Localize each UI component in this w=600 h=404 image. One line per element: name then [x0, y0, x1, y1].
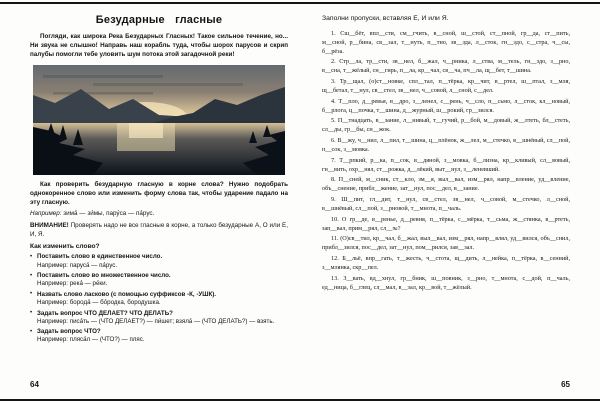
intro-paragraph: Погляди, как широка Река Безударных Гласных! Такое сильное течение, но... Ни звука не слышно! Направь наш корабль туда, чтобы шорох парусов и скрип палубы помогли тебе уловить шум потока этой загадочной реки!: [30, 33, 288, 58]
exercise-item: 12. Б__льё, впр__гать, т__жесть, ч__стота, щ__дить, л__нейка, п__тёрка, в__сенний, з__млянка, скр__пел.: [322, 255, 570, 272]
bullet-item: [30, 253, 288, 269]
bullet-item: [30, 272, 288, 288]
book-bottom-edge: [0, 399, 600, 401]
exercise-item: 9. Ш__пит, гл__дит, т__нул, св__стел, зв__нел, ч__совой, м__стечко, л__сной, в__шнёвый, сл__пой, з__рновой, т__мнота, п__чаль.: [322, 196, 570, 213]
change-word-list: [30, 253, 288, 344]
bullet-text: Поставить слово во множественное число.: [37, 272, 171, 280]
exercise-item: 11. (О)св__тил, кр__чал, б__жал, выл__вал, изм__рял, напр__влял, уд__вился, объ__снил, прибл__зился, пос__дел, зат__нул, пом__рился, зав__зал.: [322, 235, 570, 252]
bullet-example: Например: писа́ть — (ЧТО ДЕЛАЕТ?) — пи́шет; взяла́ — (ЧТО ДЕЛАТЬ?) — взять.: [37, 317, 275, 325]
bullet-text: Задать вопрос ЧТО ДЕЛАЕТ? ЧТО ДЕЛАТЬ?: [37, 309, 173, 317]
bullet-item: [30, 310, 288, 326]
left-page: [0, 4, 300, 398]
bullet-example: Например: борода́ — бо́родка, бородушка.: [37, 298, 161, 306]
bullet-text: Поставить слово в единственное число.: [37, 253, 163, 261]
book-spread: [0, 4, 600, 398]
bullet-item: [30, 291, 288, 307]
attention-label: ВНИМАНИЕ!: [30, 221, 69, 229]
bullet-item: [30, 328, 288, 344]
example-text: зима́ — зи́мы, пару́са — па́рус.: [63, 209, 155, 217]
bullet-example: Например: пляса́л — (ЧТО?) — пляс.: [37, 336, 145, 344]
page-number-right: 65: [561, 380, 570, 389]
check-rule-paragraph: Как проверить безударную гласную в корне слова? Нужно подобрать однокоренное слово или изменить форму слова так, чтобы ударение падало на эту гласную.: [30, 180, 288, 206]
attention-text: Проверять надо не все гласные в корне, а только безударные А, О или Е, И, Я.: [30, 221, 288, 238]
attention-note: [30, 222, 288, 240]
exercises-heading: Заполни пропуски, вставляя Е, И или Я.: [322, 15, 449, 22]
river-photo: [33, 65, 285, 175]
change-word-heading: Как изменить слово?: [30, 243, 100, 251]
exercise-item: 5. П__тнадцать, в__зание, л__нивый, т__гучий, р__бой, м__довый, ж__лтеть, бл__стеть, сл__ды, гр__бы, сн__жок.: [322, 117, 570, 134]
bullet-example: Например: река́ — ре́ки.: [37, 280, 108, 288]
exercise-item: 6. В__жу, ч__нил, л__пил, т__шина, ц__плёнок, ж__лел, м__стечко, в__шнёвый, сл__пой, п__сок, з__мовка.: [322, 137, 570, 154]
exercise-item: 4. Т__пло, д__ревья, в__дро, з__ленел, с__рень, ч__сло, п__сьмо, л__сток, кл__новый, б__рлога, ц__почка, т__шина, д__журный, ш__рокий, гр__зился.: [322, 97, 570, 114]
exercise-item: 8. П__сней, м__сник, ст__кло, зм__я, выл__вал, изм__рял, напр__вление, уд__вление, объ__снение, прибл__жение, зат__нул, пос__дел, в__зание.: [322, 176, 570, 193]
bullet-text: Назвать слово ласково (с помощью суффиксов -К, -УШК).: [37, 290, 217, 298]
example-line: [30, 210, 288, 219]
exercise-item: 10. О гр__де, в__ренье, д__ревня, п__тёрка, с__мёрка, т__сьма, ж__стянка, в__ртеть, зап__вал, прим__рял, сл__ங?: [322, 215, 570, 232]
right-page: [300, 4, 600, 398]
exercise-item: 13. З__вать, вд__хнул, гр__бник, ш__повник, з__рно, т__мнота, с__дой, п__чаль, ед__ница, б__глец, сл__мал, в__зал, кр__вой, т__жёлый.: [322, 274, 570, 291]
exercise-item: 7. Т__рпкий, р__ка, п__сок, в__дяной, з__мовка, б__лизна, кр__кливый, сл__вовый, гн__вить, охр__нял, ст__рожка, д__лёкий, выт__нул, з__леневший.: [322, 156, 570, 173]
bullet-example: Например: паруса́ — па́рус.: [37, 261, 118, 269]
page-title: Безударные гласные: [95, 14, 223, 26]
exercise-item: 3. Тр__щал, (о)ст__новке, спл__тал, п__тёрка, кр__чит, в__ртел, ш__птал, з__мля, щ__бетал, т__нул, св__стел, зв__нел, ч__совой, л__сной, с__дел.: [322, 77, 570, 94]
page-number-left: 64: [30, 380, 39, 389]
bullet-text: Задать вопрос ЧТО?: [37, 328, 101, 336]
example-label: Например:: [30, 209, 62, 217]
exercise-item: 1. Сш__бёт, впл__сти, см__гчить, в__сной, ш__стой, ст__пной, гр__да, ст__пить, м__сной, р__бина, св__зал, т__нуть, п__тно, зв__зда, л__сток, гн__здо, с__стра, ч__сы, б__рёза.: [322, 29, 570, 55]
exercise-item: 2. Стр__ла, тр__сти, зв__нел, б__жал, ч__рника, л__ства, м__тель, гн__здо, з__рно, в__сна, т__жёлый, сн__гирь, п__ла, кр__чал, св__ча, пч__ла, щ__бет, т__шина.: [322, 58, 570, 75]
